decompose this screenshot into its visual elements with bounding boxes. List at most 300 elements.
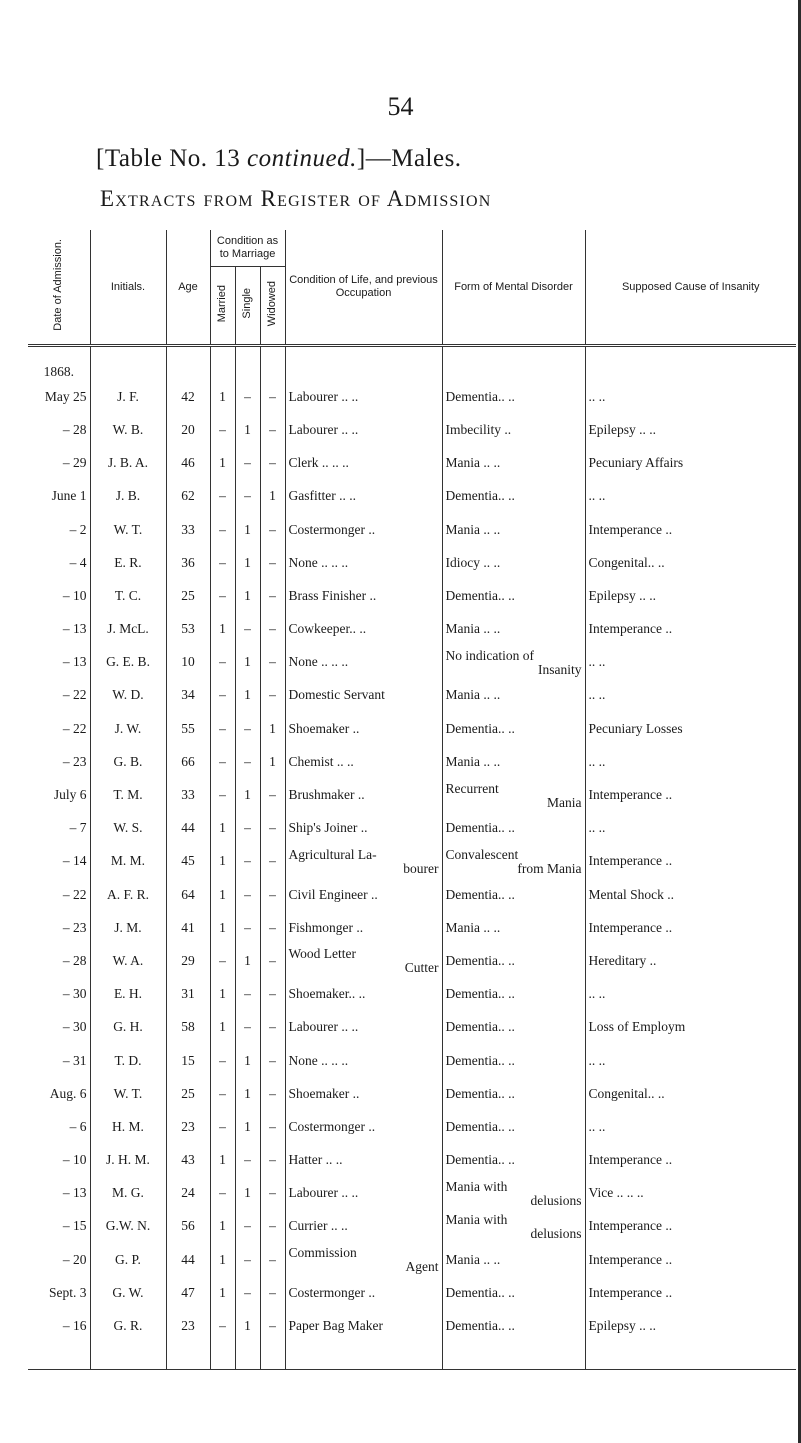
row-widowed	[260, 878, 285, 911]
table-row	[28, 579, 796, 612]
row-age	[166, 546, 210, 579]
row-occupation-text: Chemist .. ..	[288, 753, 354, 769]
table-title	[96, 145, 462, 173]
row-cause-text: Intemperance ..	[588, 1152, 673, 1168]
table-row	[28, 911, 796, 944]
row-form-continuation: delusions	[530, 1192, 582, 1208]
row-cause	[585, 413, 796, 446]
row-single	[235, 878, 260, 911]
row-initials-text: W. B.	[112, 421, 144, 437]
row-widowed-text: –	[269, 820, 276, 836]
row-age	[166, 613, 210, 646]
row-form	[442, 1309, 585, 1342]
row-occupation	[285, 413, 442, 446]
row-age-text: 33	[181, 521, 195, 537]
row-age-text: 34	[181, 687, 195, 703]
row-occupation-text: None .. .. ..	[288, 654, 349, 670]
row-initials	[90, 878, 166, 911]
row-date-text: Aug. 6	[49, 1085, 87, 1101]
row-single	[235, 646, 260, 679]
row-date-text: – 6	[69, 1118, 87, 1134]
row-single	[235, 1243, 260, 1276]
row-cause-text: Mental Shock ..	[588, 886, 675, 902]
row-occupation-text: Shoemaker ..	[288, 1085, 360, 1101]
row-date	[28, 1177, 90, 1210]
row-widowed	[260, 613, 285, 646]
table-row	[28, 1276, 796, 1309]
row-single	[235, 579, 260, 612]
row-cause	[585, 1077, 796, 1110]
table-row	[28, 613, 796, 646]
row-single-text: 1	[244, 587, 251, 603]
row-age	[166, 712, 210, 745]
row-form	[442, 1243, 585, 1276]
row-initials	[90, 1276, 166, 1309]
row-single	[235, 812, 260, 845]
table-row	[28, 447, 796, 480]
row-single-text: 1	[244, 1318, 251, 1334]
row-occupation	[285, 380, 442, 413]
row-form-text: Dementia.. ..	[445, 488, 515, 504]
row-single	[235, 679, 260, 712]
row-form-continuation: delusions	[530, 1225, 582, 1241]
row-occupation-text: Costermonger ..	[288, 1118, 376, 1134]
row-date	[28, 1309, 90, 1342]
row-form-text: Dementia.. ..	[445, 720, 515, 736]
row-initials	[90, 1044, 166, 1077]
row-single	[235, 1110, 260, 1143]
row-form	[442, 546, 585, 579]
row-occupation	[285, 845, 442, 878]
row-age-text: 53	[181, 621, 195, 637]
row-widowed	[260, 1309, 285, 1342]
row-form-text: Dementia.. ..	[445, 986, 515, 1002]
row-initials	[90, 778, 166, 811]
row-occupation-text: Hatter .. ..	[288, 1152, 343, 1168]
row-form-continuation: Insanity	[538, 661, 582, 677]
row-married-text: –	[219, 554, 226, 570]
row-age-text: 45	[181, 853, 195, 869]
header-age: Age	[166, 230, 210, 346]
row-form	[442, 712, 585, 745]
row-widowed	[260, 1011, 285, 1044]
row-widowed-text: –	[269, 587, 276, 603]
row-cause	[585, 613, 796, 646]
row-occupation	[285, 579, 442, 612]
row-form-text: Dementia.. ..	[445, 820, 515, 836]
row-occupation	[285, 679, 442, 712]
row-cause	[585, 480, 796, 513]
row-occupation	[285, 1309, 442, 1342]
row-occupation-text: Currier .. ..	[288, 1218, 348, 1234]
row-age-text: 58	[181, 1019, 195, 1035]
row-cause	[585, 1044, 796, 1077]
row-widowed-text: –	[269, 1251, 276, 1267]
row-occupation	[285, 911, 442, 944]
row-age-text: 56	[181, 1218, 195, 1234]
table-row	[28, 944, 796, 977]
header-married: Married	[210, 267, 235, 346]
row-married	[210, 1077, 235, 1110]
row-occupation-text: Cowkeeper.. ..	[288, 621, 367, 637]
row-cause	[585, 778, 796, 811]
row-age-text: 20	[181, 421, 195, 437]
row-age	[166, 579, 210, 612]
row-age	[166, 1011, 210, 1044]
row-age-text: 47	[181, 1284, 195, 1300]
row-cause-text: Intemperance ..	[588, 1251, 673, 1267]
row-occupation-text: Domestic Servant	[288, 687, 385, 703]
row-occupation-text: Ship's Joiner ..	[288, 820, 368, 836]
row-married	[210, 679, 235, 712]
row-cause-text: .. ..	[588, 986, 606, 1002]
row-date-text: Sept. 3	[48, 1284, 87, 1300]
row-date	[28, 679, 90, 712]
row-form	[442, 978, 585, 1011]
row-single	[235, 1077, 260, 1110]
row-date-text: – 22	[62, 687, 87, 703]
row-single	[235, 1044, 260, 1077]
row-cause-text: Pecuniary Affairs	[588, 455, 684, 471]
row-initials-text: G. W.	[112, 1284, 144, 1300]
row-widowed	[260, 1144, 285, 1177]
row-widowed	[260, 679, 285, 712]
row-age-text: 62	[181, 488, 195, 504]
title-suffix: ]—Males.	[356, 145, 462, 172]
row-single	[235, 911, 260, 944]
row-date-text: – 23	[62, 919, 87, 935]
row-date	[28, 911, 90, 944]
row-single-text: –	[244, 1019, 251, 1035]
row-single-text: 1	[244, 521, 251, 537]
row-cause	[585, 845, 796, 878]
row-married	[210, 944, 235, 977]
row-date	[28, 513, 90, 546]
row-initials	[90, 380, 166, 413]
row-single-text: 1	[244, 654, 251, 670]
row-married-text: –	[219, 654, 226, 670]
row-occupation	[285, 1110, 442, 1143]
row-single	[235, 1276, 260, 1309]
row-form-text: Dementia.. ..	[445, 1052, 515, 1068]
row-occupation	[285, 878, 442, 911]
row-widowed-text: –	[269, 1085, 276, 1101]
row-age	[166, 845, 210, 878]
row-initials	[90, 546, 166, 579]
header-condition-marriage: Condition as to Marriage	[210, 230, 285, 267]
row-date	[28, 447, 90, 480]
row-date	[28, 1144, 90, 1177]
row-occupation	[285, 1077, 442, 1110]
row-single-text: –	[244, 820, 251, 836]
row-occupation	[285, 745, 442, 778]
row-form-text: Recurrent	[445, 780, 499, 796]
row-cause	[585, 1210, 796, 1243]
row-occupation-text: Paper Bag Maker	[288, 1318, 383, 1334]
row-age-text: 25	[181, 587, 195, 603]
row-initials-text: J. McL.	[107, 621, 149, 637]
row-cause-text: Intemperance ..	[588, 787, 673, 803]
table-row	[28, 812, 796, 845]
row-married-text: –	[219, 720, 226, 736]
row-cause	[585, 1309, 796, 1342]
row-single	[235, 944, 260, 977]
row-form	[442, 380, 585, 413]
row-widowed-text: –	[269, 1118, 276, 1134]
row-married-text: –	[219, 753, 226, 769]
row-widowed	[260, 1110, 285, 1143]
row-age	[166, 679, 210, 712]
row-single	[235, 712, 260, 745]
row-widowed-text: 1	[269, 488, 276, 504]
row-occupation	[285, 1011, 442, 1044]
row-date	[28, 1243, 90, 1276]
row-initials	[90, 679, 166, 712]
row-form-text: Dementia.. ..	[445, 886, 515, 902]
row-initials-text: G. R.	[113, 1318, 143, 1334]
row-form-text: Dementia.. ..	[445, 1118, 515, 1134]
row-married-text: –	[219, 421, 226, 437]
row-widowed	[260, 1177, 285, 1210]
row-cause	[585, 712, 796, 745]
row-single-text: –	[244, 1284, 251, 1300]
row-married-text: 1	[219, 820, 226, 836]
row-age-text: 23	[181, 1318, 195, 1334]
row-initials-text: M. M.	[110, 853, 146, 869]
row-initials-text: W. S.	[113, 820, 143, 836]
row-date	[28, 944, 90, 977]
row-single	[235, 778, 260, 811]
table-subtitle: Extracts from Register of Admission	[100, 186, 492, 211]
row-occupation	[285, 447, 442, 480]
table-row	[28, 1110, 796, 1143]
row-form-text: No indication of	[445, 647, 534, 663]
row-initials-text: A. F. R.	[106, 886, 150, 902]
row-married-text: –	[219, 521, 226, 537]
row-married	[210, 812, 235, 845]
row-widowed-text: –	[269, 787, 276, 803]
row-form	[442, 745, 585, 778]
table-row	[28, 878, 796, 911]
row-widowed	[260, 1243, 285, 1276]
row-form	[442, 1210, 585, 1243]
row-form-text: Mania .. ..	[445, 455, 501, 471]
row-married	[210, 413, 235, 446]
row-cause	[585, 911, 796, 944]
row-age-text: 25	[181, 1085, 195, 1101]
row-initials-text: H. M.	[112, 1118, 144, 1134]
row-date-text: – 31	[62, 1052, 87, 1068]
row-occupation	[285, 778, 442, 811]
header-widowed: Widowed	[260, 267, 285, 346]
row-form	[442, 845, 585, 878]
header-date: Date of Admission.	[28, 230, 90, 346]
header-cause: Supposed Cause of Insanity	[585, 230, 796, 346]
row-initials-text: J. F.	[117, 388, 139, 404]
row-single-text: 1	[244, 421, 251, 437]
row-date-text: – 13	[62, 621, 87, 637]
row-single-text: 1	[244, 687, 251, 703]
year-row	[28, 346, 796, 381]
row-form-text: Dementia.. ..	[445, 587, 515, 603]
row-date-text: – 16	[62, 1318, 87, 1334]
row-married-text: 1	[219, 1284, 226, 1300]
row-date-text: – 10	[62, 1152, 87, 1168]
row-date-text: – 28	[62, 421, 87, 437]
row-single	[235, 1011, 260, 1044]
table-row	[28, 546, 796, 579]
row-married	[210, 1110, 235, 1143]
row-date	[28, 845, 90, 878]
row-married-text: 1	[219, 1019, 226, 1035]
row-married	[210, 546, 235, 579]
row-date	[28, 579, 90, 612]
row-age	[166, 380, 210, 413]
row-single	[235, 480, 260, 513]
row-married-text: 1	[219, 1251, 226, 1267]
row-date	[28, 613, 90, 646]
row-cause-text: Congenital.. ..	[588, 554, 665, 570]
row-date	[28, 978, 90, 1011]
row-cause	[585, 978, 796, 1011]
row-age-text: 33	[181, 787, 195, 803]
row-form-continuation: from Mania	[517, 860, 582, 876]
row-form	[442, 778, 585, 811]
row-initials	[90, 712, 166, 745]
row-initials	[90, 646, 166, 679]
row-cause-text: Intemperance ..	[588, 919, 673, 935]
row-married	[210, 911, 235, 944]
row-single-text: –	[244, 488, 251, 504]
row-occupation-text: Commission	[288, 1245, 357, 1261]
row-date	[28, 812, 90, 845]
table-row	[28, 1177, 796, 1210]
row-married-text: –	[219, 687, 226, 703]
row-cause-text: .. ..	[588, 654, 606, 670]
row-form-text: Dementia.. ..	[445, 1318, 515, 1334]
table-row	[28, 712, 796, 745]
row-initials-text: W. D.	[112, 687, 144, 703]
row-single-text: –	[244, 919, 251, 935]
row-widowed-text: –	[269, 521, 276, 537]
row-married-text: 1	[219, 1218, 226, 1234]
row-single	[235, 1309, 260, 1342]
row-form-text: Mania .. ..	[445, 621, 501, 637]
row-widowed-text: –	[269, 554, 276, 570]
row-married-text: –	[219, 488, 226, 504]
row-married	[210, 1011, 235, 1044]
row-cause-text: .. ..	[588, 1118, 606, 1134]
row-form	[442, 513, 585, 546]
row-married	[210, 745, 235, 778]
row-form-text: Mania .. ..	[445, 919, 501, 935]
row-initials	[90, 1243, 166, 1276]
row-single	[235, 447, 260, 480]
row-age	[166, 1144, 210, 1177]
row-single-text: –	[244, 886, 251, 902]
row-cause-text: Epilepsy .. ..	[588, 421, 657, 437]
row-occupation	[285, 613, 442, 646]
row-widowed-text: –	[269, 986, 276, 1002]
row-married-text: –	[219, 587, 226, 603]
row-married	[210, 1144, 235, 1177]
row-married	[210, 1044, 235, 1077]
row-single-text: 1	[244, 787, 251, 803]
row-age-text: 41	[181, 919, 195, 935]
table-end-spacer	[28, 1343, 796, 1370]
row-married	[210, 579, 235, 612]
row-age	[166, 1044, 210, 1077]
row-form-text: Dementia.. ..	[445, 388, 515, 404]
row-initials	[90, 1110, 166, 1143]
row-occupation-continuation: Agent	[405, 1259, 439, 1275]
table-row	[28, 679, 796, 712]
row-date	[28, 1044, 90, 1077]
row-date	[28, 745, 90, 778]
row-occupation	[285, 480, 442, 513]
row-cause	[585, 1144, 796, 1177]
row-form	[442, 911, 585, 944]
row-date-text: June 1	[51, 488, 87, 504]
row-initials	[90, 1077, 166, 1110]
row-widowed	[260, 380, 285, 413]
row-age	[166, 778, 210, 811]
row-occupation-text: Wood Letter	[288, 946, 357, 962]
table-row	[28, 845, 796, 878]
row-initials-text: T. M.	[113, 787, 143, 803]
row-date-text: – 30	[62, 986, 87, 1002]
row-age	[166, 1110, 210, 1143]
row-single-text: –	[244, 853, 251, 869]
row-date-text: – 13	[62, 654, 87, 670]
row-married	[210, 778, 235, 811]
row-single-text: –	[244, 1218, 251, 1234]
row-form-continuation: Mania	[547, 794, 582, 810]
row-cause-text: Loss of Employm	[588, 1019, 686, 1035]
row-cause	[585, 679, 796, 712]
row-married	[210, 380, 235, 413]
row-initials	[90, 978, 166, 1011]
row-initials	[90, 413, 166, 446]
row-initials	[90, 911, 166, 944]
row-cause	[585, 1110, 796, 1143]
row-widowed-text: –	[269, 1185, 276, 1201]
header-initials: Initials.	[90, 230, 166, 346]
row-form	[442, 1044, 585, 1077]
row-date	[28, 480, 90, 513]
table-row	[28, 1077, 796, 1110]
row-date-text: – 2	[69, 521, 87, 537]
row-initials	[90, 480, 166, 513]
title-prefix: [Table No. 13	[96, 145, 248, 172]
row-occupation	[285, 1210, 442, 1243]
row-cause-text: Hereditary ..	[588, 952, 657, 968]
row-cause-text: Pecuniary Losses	[588, 720, 683, 736]
row-age-text: 29	[181, 952, 195, 968]
table-row	[28, 745, 796, 778]
row-widowed	[260, 646, 285, 679]
row-single-text: –	[244, 986, 251, 1002]
row-cause-text: Congenital.. ..	[588, 1085, 665, 1101]
row-age	[166, 513, 210, 546]
row-form	[442, 812, 585, 845]
row-married	[210, 513, 235, 546]
year-label: 1868.	[28, 346, 90, 381]
row-form-text: Mania .. ..	[445, 753, 501, 769]
row-initials-text: J. B.	[115, 488, 141, 504]
row-initials-text: G. B.	[113, 753, 143, 769]
row-widowed	[260, 978, 285, 1011]
